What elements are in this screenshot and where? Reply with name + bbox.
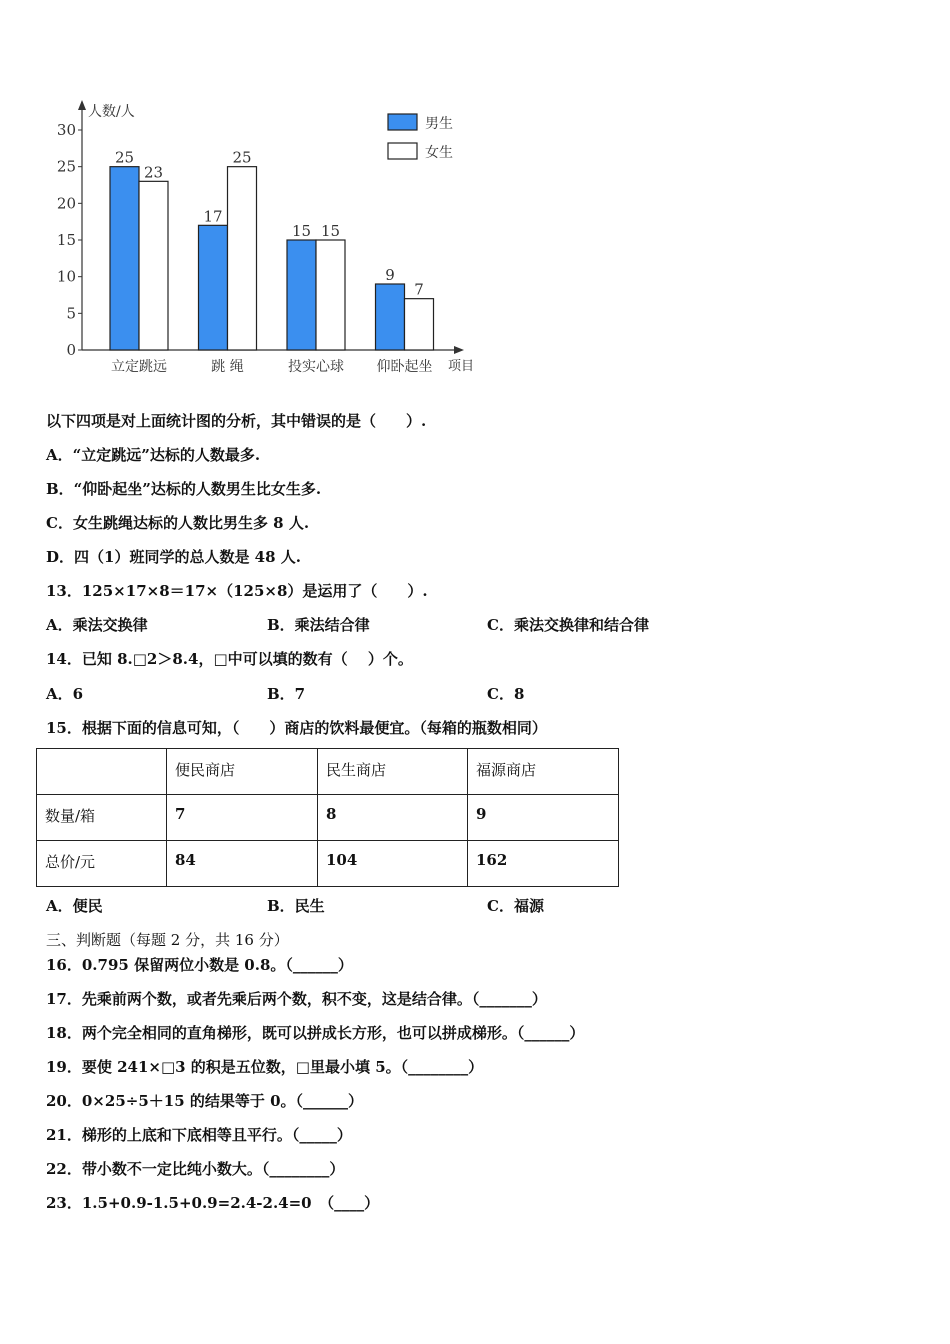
judge-item: 18．两个完全相同的直角梯形，既可以拼成长方形，也可以拼成梯形。（______） — [46, 1024, 585, 1042]
q14-option-a: A．6 — [46, 685, 84, 703]
table-header-row — [37, 749, 619, 795]
q12-option-b: B．“仰卧起坐”达标的人数男生比女生多. — [46, 480, 322, 498]
chart-legend — [388, 114, 453, 161]
y-tick-label: 15 — [56, 231, 76, 249]
x-tick-label: 立定跳远 — [111, 359, 167, 375]
q14-stem: 14．已知 8.□2＞8.4，□中可以填的数有（ ）个。 — [46, 650, 413, 668]
y-tick-label: 20 — [56, 194, 76, 213]
q12-option-c: C．女生跳绳达标的人数比男生多 8 人. — [46, 514, 310, 532]
x-tick-label: 跳 绳 — [211, 359, 244, 375]
q14-option-c: C．8 — [487, 685, 525, 703]
judge-item: 23．1.5+0.9-1.5+0.9=2.4-2.4=0 （____） — [46, 1194, 380, 1212]
data-label: 9 — [385, 266, 395, 284]
x-axis-arrow — [454, 346, 464, 354]
price-table — [36, 748, 619, 887]
bar-boys — [199, 225, 228, 350]
bar-girls — [316, 240, 345, 350]
judge-item: 17．先乘前两个数，或者先乘后两个数，积不变，这是结合律。（_______） — [46, 990, 547, 1008]
q12-option-d: D．四（1）班同学的总人数是 48 人. — [46, 548, 301, 566]
judge-item: 20．0×25÷5＋15 的结果等于 0。（______） — [46, 1092, 364, 1110]
table-cell: 162 — [468, 841, 619, 887]
table-cell: 84 — [167, 841, 318, 887]
bar-girls — [139, 181, 168, 350]
section-title: 三、判断题（每题 2 分，共 16 分） — [46, 931, 289, 949]
y-tick-label: 5 — [66, 304, 76, 323]
bar-boys — [287, 240, 316, 350]
q12-option-a: A．“立定跳远”达标的人数最多. — [46, 446, 261, 464]
y-tick-label: 0 — [66, 341, 76, 359]
data-label: 25 — [114, 148, 135, 167]
data-label: 25 — [232, 148, 252, 167]
q15-option-b: B．民生 — [267, 897, 325, 915]
q12-stem: 以下四项是对上面统计图的分析，其中错误的是（ ）. — [46, 412, 427, 430]
legend-swatch — [388, 143, 417, 159]
legend-swatch — [388, 114, 417, 130]
data-label: 15 — [291, 222, 312, 240]
table-cell: 数量/箱 — [37, 795, 167, 841]
legend-label: 男生 — [425, 116, 453, 132]
q14-option-b: B．7 — [267, 685, 306, 703]
q15-option-a: A．便民 — [46, 897, 103, 915]
table-row — [37, 795, 619, 841]
data-label: 17 — [203, 207, 223, 226]
y-tick-label: 10 — [56, 267, 76, 286]
y-axis-label: 人数/人 — [88, 104, 135, 120]
bar-girls — [405, 299, 434, 350]
bar-boys — [376, 284, 405, 350]
data-label: 23 — [143, 163, 164, 182]
y-tick-label: 30 — [56, 121, 76, 139]
judge-item: 22．带小数不一定比纯小数大。（________） — [46, 1160, 345, 1178]
q13-stem: 13．125×17×8＝17×（125×8）是运用了（ ）. — [46, 582, 428, 600]
judge-item: 16．0.795 保留两位小数是 0.8。（______） — [46, 956, 353, 974]
judge-item: 21．梯形的上底和下底相等且平行。（_____） — [46, 1126, 352, 1144]
x-axis-label: 项目 — [448, 359, 475, 374]
q13-option-b: B．乘法结合律 — [267, 616, 370, 634]
y-tick-label: 25 — [56, 157, 76, 176]
legend-label: 女生 — [425, 145, 453, 161]
bar-boys — [110, 167, 139, 350]
q15-option-c: C．福源 — [487, 897, 544, 915]
data-label: 7 — [414, 280, 424, 299]
chart-bars — [110, 149, 434, 350]
judge-item: 19．要使 241×□3 的积是五位数，□里最小填 5。（________） — [46, 1058, 484, 1076]
table-cell: 9 — [468, 795, 619, 841]
q15-stem: 15．根据下面的信息可知，（ ）商店的饮料最便宜。（每箱的瓶数相同） — [46, 719, 547, 737]
table-cell: 民生商店 — [318, 749, 468, 795]
x-tick-label: 投实心球 — [288, 359, 344, 375]
table-cell: 福源商店 — [468, 749, 619, 795]
bar-girls — [228, 167, 257, 350]
table-cell — [37, 749, 167, 795]
bar-chart — [40, 92, 500, 392]
table-cell: 总价/元 — [37, 841, 167, 887]
q13-option-a: A．乘法交换律 — [46, 616, 148, 634]
table-row — [37, 841, 619, 887]
table-cell: 104 — [318, 841, 468, 887]
table-cell: 7 — [167, 795, 318, 841]
q13-option-c: C．乘法交换律和结合律 — [487, 616, 649, 634]
x-tick-label: 仰卧起坐 — [376, 359, 433, 375]
data-label: 15 — [320, 222, 341, 240]
table-cell: 便民商店 — [167, 749, 318, 795]
table-cell: 8 — [318, 795, 468, 841]
y-axis-arrow — [78, 100, 86, 110]
